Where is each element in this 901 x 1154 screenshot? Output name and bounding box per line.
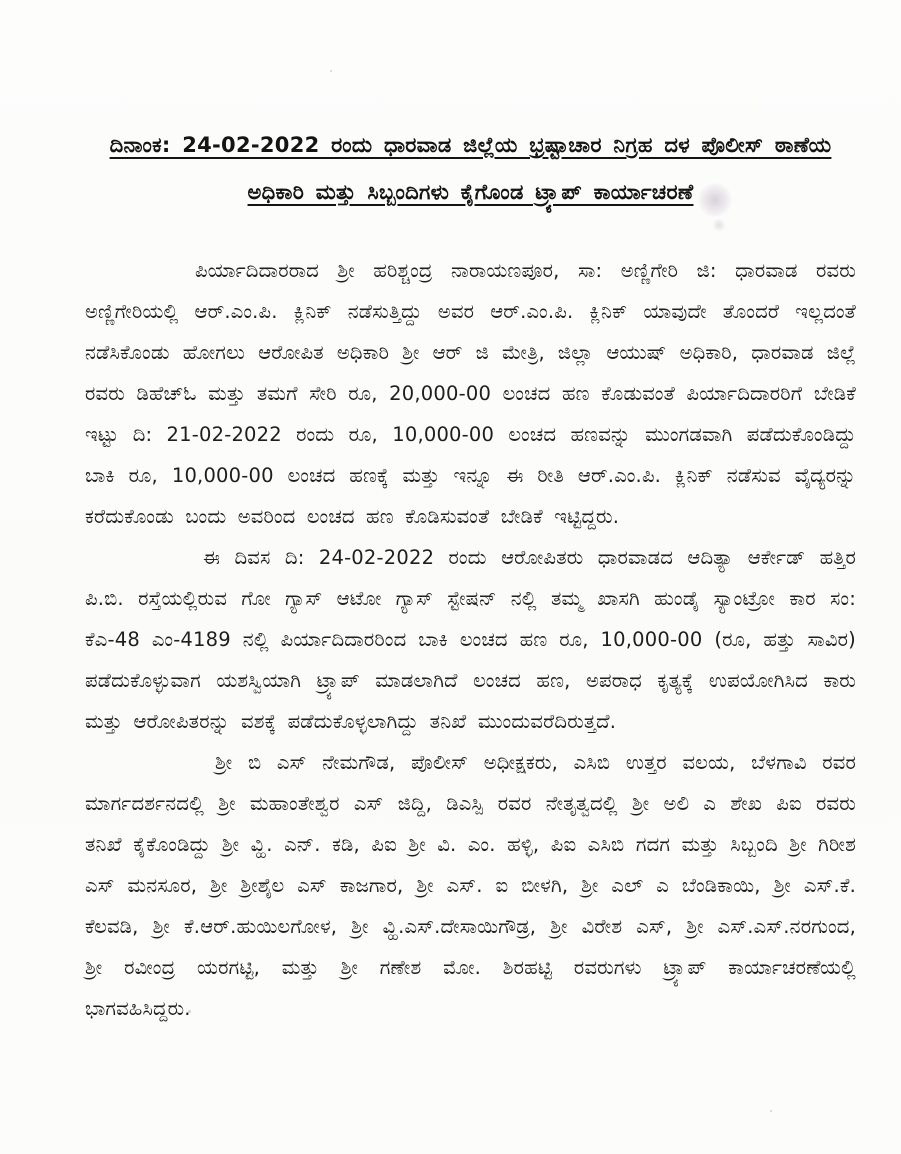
scan-speck: [330, 70, 332, 72]
document-body: [85, 250, 856, 1029]
ink-smudge-small: [712, 218, 726, 232]
title-line-2: ಅಧಿಕಾರಿ ಮತ್ತು ಸಿಬ್ಬಂದಿಗಳು ಕೈಗೊಂಡ ಟ್ರ್ಯಾಪ್ ಕಾರ್ಯಾಚರಣೆ: [247, 180, 694, 204]
paragraph-complaint-details: ಪಿರ್ಯಾದಿದಾರರಾದ ಶ್ರೀ ಹರಿಶ್ಚಂದ್ರ ನಾರಾಯಣಪೂರ, ಸಾ: ಅಣ್ಣಿಗೇರಿ ಜಿ: ಧಾರವಾಡ ರವರು ಅಣ್ಣಿಗೇರಿಯಲ್ಲಿ ಆರ್.ಎಂ.ಪಿ. ಕ್ಲಿನಿಕ್ ನಡೆಸುತ್ತಿದ್ದು ಅವರ ಆರ್.ಎಂ.ಪಿ. ಕ್ಲಿನಿಕ್ ಯಾವುದೇ ತೊಂದರೆ ಇಲ್ಲದಂತೆ ನಡೆಸಿಕೊಂಡು ಹೋಗಲು ಆರೋಪಿತ ಅಧಿಕಾರಿ ಶ್ರೀ ಆರ್ ಜಿ ಮೇತ್ರಿ, ಜಿಲ್ಲಾ ಆಯುಷ್ ಅಧಿಕಾರಿ, ಧಾರವಾಡ ಜಿಲ್ಲೆ ರವರು ಡಿಹೆಚ್ಓ ಮತ್ತು ತಮಗೆ ಸೇರಿ ರೂ, 20,000-00 ಲಂಚದ ಹಣ ಕೊಡುವಂತೆ ಪಿರ್ಯಾದಿದಾರರಿಗೆ ಬೇಡಿಕೆ ಇಟ್ಟು ದಿ: 21-02-2022 ರಂದು ರೂ, 10,000-00 ಲಂಚದ ಹಣವನ್ನು ಮುಂಗಡವಾಗಿ ಪಡೆದುಕೊಂಡಿದ್ದು ಬಾಕಿ ರೂ, 10,000-00 ಲಂಚದ ಹಣಕ್ಕೆ ಮತ್ತು ಇನ್ನೂ ಈ ರೀತಿ ಆರ್.ಎಂ.ಪಿ. ಕ್ಲಿನಿಕ್ ನಡೆಸುವ ವೈದ್ಯರನ್ನು ಕರೆದುಕೊಂಡು ಬಂದು ಅವರಿಂದ ಲಂಚದ ಹಣ ಕೊಡಿಸುವಂತೆ ಬೇಡಿಕೆ ಇಟ್ಟಿದ್ದರು.: [85, 259, 856, 528]
document-title: [85, 122, 856, 216]
title-line-1: ದಿನಾಂಕ: 24-02-2022 ರಂದು ಧಾರವಾಡ ಜಿಲ್ಲೆಯ ಭ್ರಷ್ಟಾಚಾರ ನಿಗ್ರಹ ದಳ ಪೊಲೀಸ್ ಠಾಣೆಯ: [109, 133, 832, 157]
scan-speck: [770, 1110, 772, 1112]
paragraph-trap-operation: ಈ ದಿವಸ ದಿ: 24-02-2022 ರಂದು ಆರೋಪಿತರು ಧಾರವಾಡದ ಆದಿತ್ಯಾ ಆರ್ಕೇಡ್ ಹತ್ತಿರ ಪಿ.ಬಿ. ರಸ್ತೆಯಲ್ಲಿರುವ ಗೋ ಗ್ಯಾಸ್ ಆಟೋ ಗ್ಯಾಸ್ ಸ್ಟೇಷನ್ ನಲ್ಲಿ ತಮ್ಮ ಖಾಸಗಿ ಹುಂಡೈ ಸ್ಯಾಂಟ್ರೋ ಕಾರ ಸಂ: ಕೆಎ-48 ಎಂ-4189 ನಲ್ಲಿ ಪಿರ್ಯಾದಿದಾರರಿಂದ ಬಾಕಿ ಲಂಚದ ಹಣ ರೂ, 10,000-00 (ರೂ, ಹತ್ತು ಸಾವಿರ) ಪಡೆದುಕೊಳ್ಳುವಾಗ ಯಶಸ್ವಿಯಾಗಿ ಟ್ರ್ಯಾಪ್ ಮಾಡಲಾಗಿದೆ ಲಂಚದ ಹಣ, ಅಪರಾಧ ಕೃತ್ಯಕ್ಕೆ ಉಪಯೋಗಿಸಿದ ಕಾರು ಮತ್ತು ಆರೋಪಿತರನ್ನು ವಶಕ್ಕೆ ಪಡೆದುಕೊಳ್ಳಲಾಗಿದ್ದು ತನಿಖೆ ಮುಂದುವರೆದಿರುತ್ತದೆ.: [85, 546, 856, 733]
paragraph-participating-officers: ಶ್ರೀ ಬಿ ಎಸ್ ನೇಮಗೌಡ, ಪೊಲೀಸ್ ಅಧೀಕ್ಷಕರು, ಎಸಿಬಿ ಉತ್ತರ ವಲಯ, ಬೆಳಗಾವಿ ರವರ ಮಾರ್ಗದರ್ಶನದಲ್ಲಿ ಶ್ರೀ ಮಹಾಂತೇಶ್ವರ ಎಸ್ ಜಿದ್ದಿ, ಡಿಎಸ್ಪಿ ರವರ ನೇತೃತ್ವದಲ್ಲಿ ಶ್ರೀ ಅಲಿ ಎ ಶೇಖ ಪಿಐ ರವರು ತನಿಖೆ ಕೈಕೊಂಡಿದ್ದು ಶ್ರೀ ವ್ಹಿ. ಎನ್. ಕಡಿ, ಪಿಐ ಶ್ರೀ ವಿ. ಎಂ. ಹಳ್ಳಿ, ಪಿಐ ಎಸಿಬಿ ಗದಗ ಮತ್ತು ಸಿಬ್ಬಂದಿ ಶ್ರೀ ಗಿರೀಶ ಎಸ್ ಮನಸೂರ, ಶ್ರೀ ಶ್ರೀಶೈಲ ಎಸ್ ಕಾಜಗಾರ, ಶ್ರೀ ಎಸ್. ಐ ಬೀಳಗಿ, ಶ್ರೀ ಎಲ್ ಎ ಬೆಂಡಿಕಾಯಿ, ಶ್ರೀ ಎಸ್.ಕೆ. ಕೆಲವಡಿ, ಶ್ರೀ ಕೆ.ಆರ್.ಹುಯಿಲಗೋಳ, ಶ್ರೀ ವ್ಹಿ.ಎಸ್.ದೇಸಾಯಿಗೌಡ್ರ, ಶ್ರೀ ವಿರೇಶ ಎಸ್, ಶ್ರೀ ಎಸ್.ಎಸ್.ನರಗುಂದ, ಶ್ರೀ ರವೀಂದ್ರ ಯರಗಟ್ಟಿ, ಮತ್ತು ಶ್ರೀ ಗಣೇಶ ಮೋ. ಶಿರಹಟ್ಟಿ ರವರುಗಳು ಟ್ರ್ಯಾಪ್ ಕಾರ್ಯಾಚರಣೆಯಲ್ಲಿ ಭಾಗವಹಿಸಿದ್ದರು.: [85, 751, 856, 1020]
